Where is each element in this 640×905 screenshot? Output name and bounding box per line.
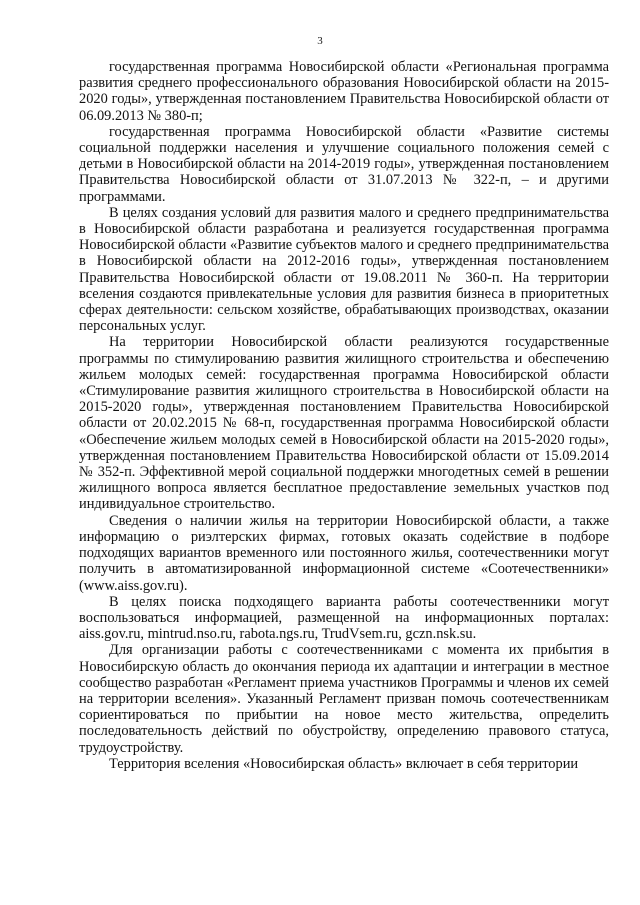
paragraph-housing-programs: На территории Новосибирской области реализуются государственные программы по стимулированию развития жилищного строительства и обеспечению жильем молодых семей: государственная программа Новосибирской области «Стимулирование развития жилищного строительства в Новосибирской области на 2015-2020 годы», утвержденная постановлением Правительства Новосибирской области от 20.02.2015 № 68-п, государственная программа Новосибирской области «Обеспечение жильем молодых семей в Новосибирской области на 2015-2020 годы», утвержденная постановлением Правительства Новосибирской области от 15.09.2014 № 352-п. Эффективной мерой социальной поддержки многодетных семей в решении жилищного вопроса является бесплатное предоставление земельных участков под индивидуальное строительство. — [79, 334, 609, 513]
paragraph-small-business-program: В целях создания условий для развития малого и среднего предпринимательства в Новосибирской области разработана и реализуется государственная программа Новосибирской области «Развитие субъектов малого и среднего предпринимательства в Новосибирской области на 2012-2016 годы», утвержденная постановлением Правительства Новосибирской области от 19.08.2011 № 360-п. На территории вселения создаются привлекательные условия для развития бизнеса в приоритетных сферах деятельности: сельском хозяйстве, обрабатывающих производствах, оказании персональных услуг. — [79, 204, 609, 335]
page-number: 3 — [317, 35, 323, 47]
paragraph-settlement-territory: Территория вселения «Новосибирская область» включает в себя территории — [109, 755, 579, 772]
paragraph-job-search-portals: В целях поиска подходящего варианта работы соотечественники могут воспользоваться информацией, размещенной на информационных порталах: aiss.gov.ru, mintrud.nso.ru, rabota.ngs.ru, TrudVsem.ru, gczn.nsk.su. — [79, 593, 609, 643]
paragraph-regional-education-program: государственная программа Новосибирской области «Региональная программа развития среднего профессионального образования Новосибирской области на 2015-2020 годы», утвержденная постановлением Правительства Новосибирской области от 06.09.2013 № 380-п; — [79, 59, 609, 124]
paragraph-social-support-program: государственная программа Новосибирской области «Развитие системы социальной поддержки населения и улучшение социального положения семей с детьми в Новосибирской области на 2014-2019 годы», утвержденная постановлением Правительства Новосибирской области от 31.07.2013 № 322-п, – и другими программами. — [79, 123, 609, 205]
document-body — [79, 59, 609, 772]
paragraph-housing-information: Сведения о наличии жилья на территории Новосибирской области, а также информацию о риэлтерских фирмах, готовых оказать содействие в подборе подходящих вариантов временного или постоянного жилья, соотечественники могут получить в автоматизированной информационной системе «Соотечественники» (www.aiss.gov.ru). — [79, 512, 609, 594]
paragraph-reception-regulation: Для организации работы с соотечественниками с момента их прибытия в Новосибирскую область до окончания периода их адаптации и интеграции в местное сообщество разработан «Регламент приема участников Программы и членов их семей на территории вселения». Указанный Регламент призван помочь соотечественникам сориентироваться по прибытии на новое место жительства, определить последовательность действий по обустройству, определению правового статуса, трудоустройству. — [79, 642, 609, 756]
